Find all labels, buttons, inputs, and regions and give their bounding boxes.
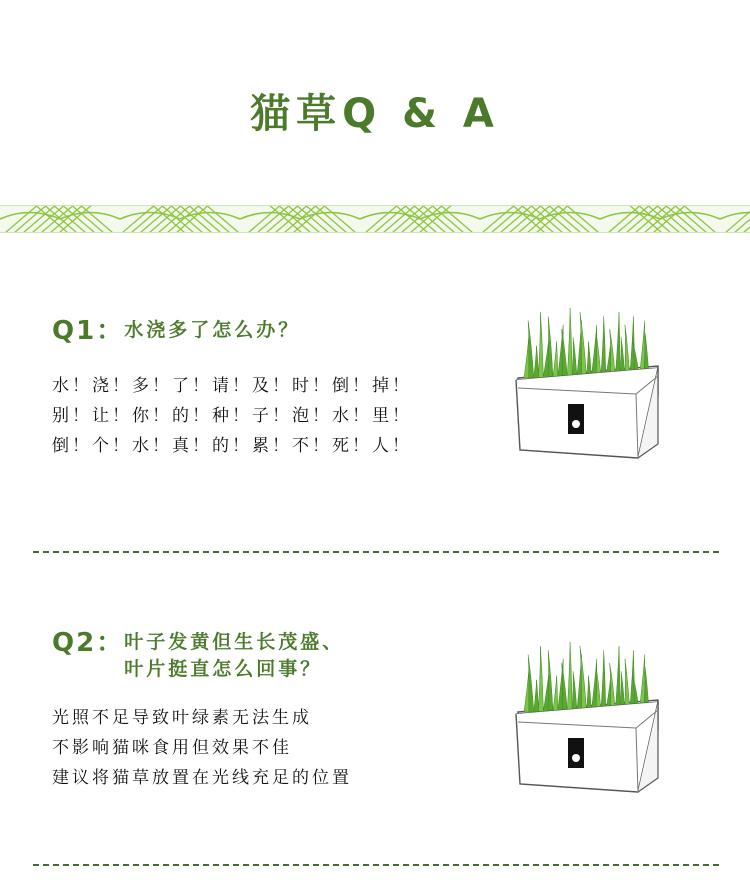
cat-grass-pot-image [510,296,662,464]
dashed-divider [33,551,719,553]
question-label: Q1： [52,316,125,346]
answer-line: 倒！个！水！真！的！累！不！死！人！ [52,436,412,456]
answer-line: 不影响猫咪食用但效果不佳 [52,738,292,758]
qa-block-2 [52,622,352,793]
answer-line: 建议将猫草放置在光线充足的位置 [52,768,352,788]
cat-grass-icon [510,296,662,464]
question-line: 叶片挺直怎么回事？ [124,658,323,680]
answer-text [52,703,352,793]
leaf-pattern-band [0,205,750,233]
cat-grass-icon [510,630,662,798]
leaf-pattern-icon [0,206,750,232]
question-text [124,315,300,342]
answer-line: 别！让！你！的！种！子！泡！水！里！ [52,406,412,426]
qa-block-1 [52,310,412,461]
answer-line: 水！浇！多！了！请！及！时！倒！掉！ [52,376,412,396]
page-title: 猫草Q & A [250,91,500,137]
question-line: 水浇多了怎么办？ [124,319,301,341]
cat-grass-pot-image [510,630,662,798]
question-line: 叶子发黄但生长茂盛、 [124,631,345,653]
dashed-divider [33,864,719,866]
question-label: Q2： [52,628,125,658]
answer-line: 光照不足导致叶绿素无法生成 [52,708,312,728]
question-text [124,627,344,681]
answer-text [52,371,412,461]
